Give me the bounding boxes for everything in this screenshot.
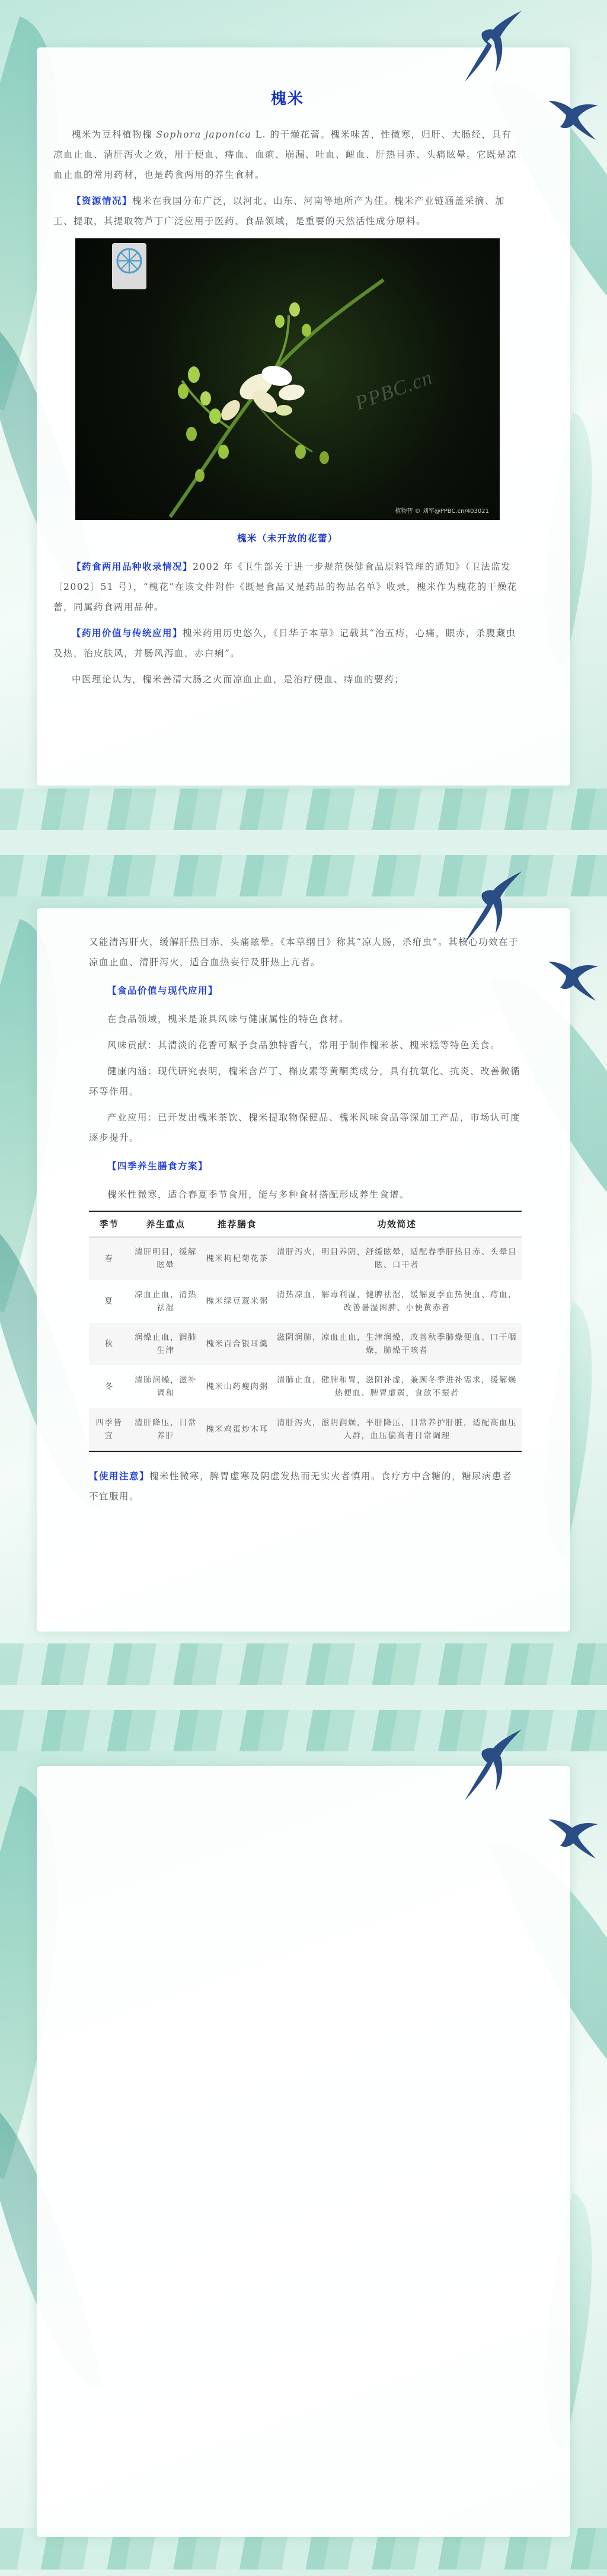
effect-cell: 清肝泻火，滋阴润燥，平肝降压，日常养护肝脏，适配高血压人群，血压偏高者日常调理 [272, 1408, 522, 1451]
season-cell: 四季皆宜 [89, 1408, 129, 1451]
article-body [89, 932, 522, 1512]
swallow-icon [536, 83, 602, 148]
table-row [89, 1408, 522, 1451]
table-header-row [89, 1211, 522, 1237]
article-body [53, 89, 522, 695]
resource-paragraph: 【资源情况】槐米在我国分布广泛，以河北、山东、河南等地所产为佳。槐米产业链涵盖采摘、加工、提取，其提取物芦丁广泛应用于医药、食品领域，是重要的天然活性成分原料。 [53, 195, 506, 226]
health-paragraph: 健康内涵：现代研究表明，槐米含芦丁、槲皮素等黄酮类成分，具有抗氧化、抗炎、改善微循环等作用。 [89, 1066, 521, 1097]
focus-cell: 凉血止血，清热祛湿 [135, 1290, 197, 1313]
swallow-icon [456, 1725, 528, 1814]
industry-paragraph: 产业应用：已开发出槐米茶饮、槐米提取物保健品、槐米风味食品等深加工产品，市场认可度逐步提升。 [89, 1112, 521, 1143]
photo-watermark: PPBC.cn [352, 366, 436, 415]
page-1 [0, 0, 607, 830]
flavor-paragraph: 风味贡献：其清淡的花香可赋予食品独特香气，常用于制作槐米茶、槐米糕等特色美食。 [107, 1040, 501, 1051]
focus-cell: 润燥止血，润肺生津 [129, 1323, 202, 1365]
table-row [89, 1280, 522, 1323]
tcm-paragraph-continued: 又能清泻肝火，缓解肝热目赤、头痛眩晕。《本草纲目》称其“凉大肠，杀疳虫”。其核心功效在于凉血止血、清肝泻火，适合血热妄行及肝热上亢者。 [89, 937, 519, 968]
effect-cell: 滋阴润肺，凉血止血，生津润燥，改善秋季肺燥便血、口干咽燥，肺燥干咳者 [272, 1323, 522, 1365]
effect-cell: 清肺止血，健脾和胃，滋阴补虚，兼顾冬季进补需求，缓解燥热便血、脾胃虚弱，食欲不振者 [277, 1375, 517, 1398]
recipe-cell: 槐米枸杞菊花茶 [202, 1237, 272, 1281]
logo-icon [112, 243, 146, 279]
caution-paragraph: 【使用注意】槐米性微寒，脾胃虚寒及阴虚发热而无实火者慎用。食疗方中含糖的，糖尿病患者不宜服用。 [89, 1470, 513, 1502]
medicinal-paragraph: 【药用价值与传统应用】槐米药用历史悠久，《日华子本草》记载其“治五痔，心痛，眼赤，杀腹藏虫及热，治皮肤风，并肠风泻血，赤白痢”。 [53, 627, 516, 659]
recipe-cell: 槐米绿豆薏米粥 [206, 1297, 269, 1306]
season-cell: 春 [89, 1237, 129, 1281]
focus-cell: 清肝明目，缓解眩晕 [129, 1237, 202, 1281]
focus-cell: 清肝降压，日常养肝 [129, 1408, 202, 1451]
photo-caption: 槐米（未开放的花蕾） [237, 532, 338, 544]
table-row [89, 1237, 522, 1281]
logo-icon [112, 243, 146, 289]
swallow-icon [456, 6, 528, 95]
intro-paragraph: 槐米为豆科植物槐 Sophora japonica L. 的干燥花蕾。槐米味苦，性微寒，归肝、大肠经，具有凉血止血、清肝泻火之效，用于便血、痔血、血痢、崩漏、吐血、衄血、肝热目赤、头痛眩晕。它既是凉血止血的常用药材，也是药食两用的养生食材。 [53, 129, 517, 180]
page-title: 槐米 [270, 90, 304, 108]
season-cell: 夏 [104, 1297, 114, 1306]
recipe-cell: 槐米百合银耳羹 [202, 1323, 272, 1365]
season-cell: 秋 [89, 1323, 129, 1365]
food-intro: 在食品领域，槐米是兼具风味与健康属性的特色食材。 [107, 1014, 350, 1024]
table-row [89, 1365, 522, 1408]
swallow-icon [536, 1802, 602, 1867]
wave-decoration [0, 789, 607, 830]
column-header: 推荐膳食 [202, 1211, 272, 1237]
table-row [89, 1323, 522, 1365]
recipe-cell: 槐米鸡蛋炒木耳 [202, 1408, 272, 1451]
effect-cell: 清肝泻火，明目养阴，舒缓眩晕，适配春季肝热目赤、头晕目眩、口干者 [272, 1237, 522, 1281]
season-cell: 冬 [104, 1382, 114, 1391]
content-panel [37, 1766, 570, 2537]
wave-decoration [0, 1643, 607, 1685]
flower-photo [75, 238, 500, 520]
column-header: 养生重点 [129, 1211, 202, 1237]
swallow-icon [536, 944, 602, 1009]
photo-credit: 植物智 © 刘军@PPBC.cn/403021 [395, 508, 489, 515]
tcm-paragraph: 中医理论认为，槐米善清大肠之火而凉血止血，是治疗便血、痔血的要药； [72, 674, 405, 685]
page-3 [0, 1710, 607, 2576]
page-2 [0, 855, 607, 1685]
diet-table [89, 1211, 522, 1452]
effect-cell: 清热凉血，解毒利湿，健脾祛湿，缓解夏季血热便血、痔血，改善暑湿困脾、小便黄赤者 [277, 1290, 517, 1313]
column-header: 季节 [89, 1211, 129, 1237]
diet-intro: 槐米性微寒，适合春夏季节食用，能与多种食材搭配形成养生食谱。 [107, 1189, 410, 1200]
recipe-cell: 槐米山药瘦肉粥 [206, 1382, 269, 1391]
focus-cell: 清肺润燥，滋补调和 [135, 1375, 197, 1398]
diet-section-heading: 【四季养生膳食方案】 [107, 1160, 209, 1172]
catalog-paragraph: 【药食两用品种收录情况】2002 年《卫生部关于进一步规范保健食品原料管理的通知》（卫法监发〔2002〕51 号），“槐花”在该文件附件《既是食品又是药品的物品名单》收录，槐米作为槐花的干燥花蕾，同属药食两用品种。 [53, 561, 517, 612]
food-section-heading: 【食品价值与现代应用】 [107, 985, 219, 996]
column-header: 功效简述 [272, 1211, 522, 1237]
